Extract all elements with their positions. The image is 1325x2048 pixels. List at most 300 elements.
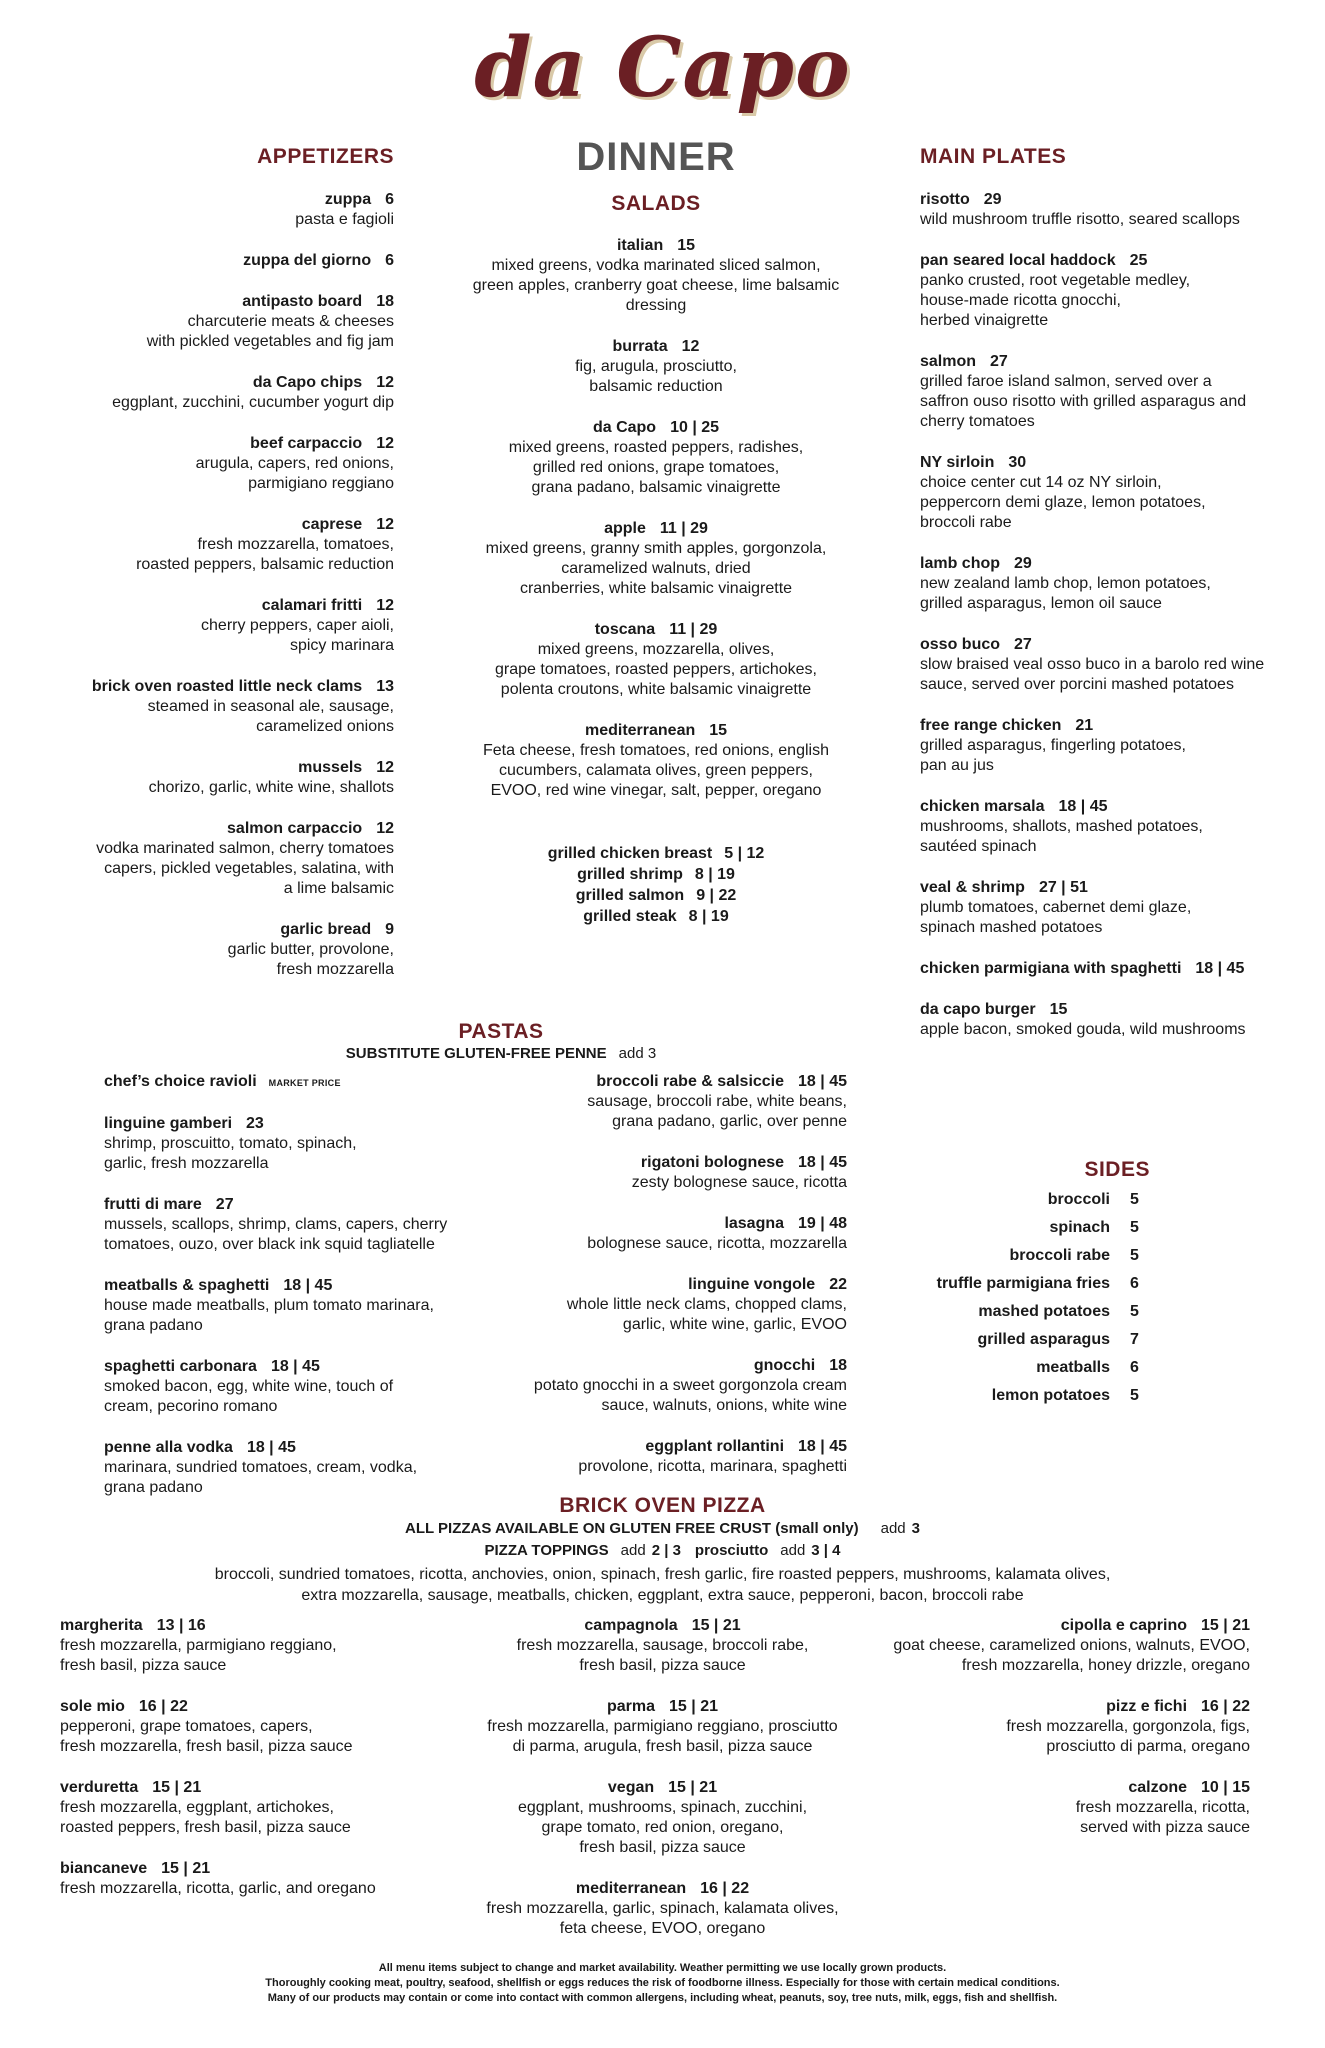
menu-item-header [14, 920, 394, 940]
menu-item [60, 1859, 460, 1899]
item-description: house made meatballs, plum tomato marinara, grana padano [104, 1297, 434, 1334]
item-name: parma [607, 1698, 656, 1715]
appetizers-heading: APPETIZERS [257, 145, 394, 168]
item-name: calamari fritti [261, 597, 363, 614]
menu-item [467, 1356, 847, 1416]
item-description: bolognese sauce, ricotta, mozzarella [587, 1235, 847, 1252]
menu-item-header [920, 878, 1320, 898]
item-name: pan seared local haddock [920, 252, 1116, 269]
main-plates-heading: MAIN PLATES [920, 145, 1067, 168]
item-price: 15 [709, 722, 728, 739]
menu-item [467, 1275, 847, 1335]
item-name: chef’s choice ravioli [104, 1073, 257, 1090]
menu-item-header [14, 758, 394, 778]
toppings-label: PIZZA TOPPINGS [484, 1542, 609, 1559]
menu-item [104, 1195, 484, 1255]
menu-item [14, 190, 394, 230]
side-name: broccoli [1047, 1191, 1110, 1208]
addon-name: grilled chicken breast [547, 845, 713, 862]
item-name: caprese [301, 516, 363, 533]
item-description: Feta cheese, fresh tomatoes, red onions, english cucumbers, calamata olives, green peppers, EVOO, red wine vinegar, salt, pepper, oregano [483, 742, 829, 799]
gluten-free-penne-note [0, 1045, 1002, 1062]
pizza-toppings-line [0, 1542, 1325, 1559]
item-name: salmon carpaccio [227, 820, 363, 837]
menu-item-header [14, 251, 394, 271]
menu-item [60, 1778, 460, 1838]
menu-item-header [440, 236, 872, 256]
menu-item [467, 1072, 847, 1132]
menu-item [920, 959, 1320, 979]
item-name: antipasto board [242, 293, 363, 310]
menu-item [440, 519, 872, 599]
menu-item-header [467, 1072, 847, 1092]
menu-item [440, 721, 872, 801]
menu-item-header [440, 620, 872, 640]
item-name: verduretta [60, 1779, 139, 1796]
pastas-right-list [467, 1072, 847, 1498]
item-name: linguine gamberi [104, 1115, 233, 1132]
menu-item [467, 1437, 847, 1477]
menu-item-header [104, 1072, 484, 1093]
item-price: 16 | 22 [1201, 1698, 1250, 1715]
item-description: fresh mozzarella, parmigiano reggiano, prosciutto di parma, arugula, fresh basil, pizza sauce [487, 1718, 838, 1755]
dinner-heading: DINNER [576, 135, 736, 179]
menu-item-header [14, 190, 394, 210]
menu-item [920, 716, 1320, 776]
addon-name: grilled shrimp [577, 866, 683, 883]
menu-item [104, 1357, 484, 1417]
item-price: 27 | 51 [1038, 879, 1088, 896]
item-name: toscana [594, 621, 656, 638]
item-name: gnocchi [753, 1357, 816, 1374]
item-name: da Capo chips [252, 374, 363, 391]
item-name: zuppa [324, 191, 372, 208]
item-name: da capo burger [920, 1001, 1036, 1018]
menu-item [14, 373, 394, 413]
market-price: MARKET PRICE [268, 1078, 341, 1088]
salad-addon [440, 864, 872, 885]
side-item [830, 1326, 1150, 1354]
item-price: 15 | 21 [1201, 1617, 1250, 1634]
side-item [830, 1382, 1150, 1410]
salads-heading: SALADS [611, 192, 701, 215]
item-description: fresh mozzarella, ricotta, garlic, and oregano [60, 1880, 376, 1897]
side-price: 6 [1130, 1275, 1139, 1292]
item-name: rigatoni bolognese [640, 1154, 785, 1171]
item-description: fresh mozzarella, sausage, broccoli rabe, fresh basil, pizza sauce [516, 1637, 809, 1674]
menu-item-header [920, 959, 1320, 979]
item-price: 11 | 29 [669, 621, 718, 638]
side-item [830, 1354, 1150, 1382]
menu-item-header [14, 819, 394, 839]
item-description: mixed greens, roasted peppers, radishes, grilled red onions, grape tomatoes, grana padano, balsamic vinaigrette [508, 439, 804, 496]
item-description: pasta e fagioli [295, 211, 394, 228]
item-description: choice center cut 14 oz NY sirloin, peppercorn demi glaze, lemon potatoes, broccoli rabe [920, 474, 1206, 531]
item-name: campagnola [584, 1617, 678, 1634]
item-price: 18 | 45 [246, 1439, 296, 1456]
item-name: chicken parmigiana with spaghetti [920, 960, 1182, 977]
menu-item [104, 1276, 484, 1336]
menu-item [440, 418, 872, 498]
menu-item-header [467, 1437, 847, 1457]
menu-item [14, 251, 394, 271]
gluten-free-label: ALL PIZZAS AVAILABLE ON GLUTEN FREE CRUST (small only) [404, 1520, 859, 1537]
menu-item [920, 251, 1320, 331]
menu-item-header [920, 251, 1320, 271]
side-price: 5 [1130, 1219, 1139, 1236]
menu-item [920, 352, 1320, 432]
menu-item-header [830, 1616, 1250, 1636]
side-price: 6 [1130, 1359, 1139, 1376]
item-description: mushrooms, shallots, mashed potatoes, sautéed spinach [920, 818, 1203, 855]
sides-list [830, 1186, 1150, 1410]
side-item [830, 1186, 1150, 1214]
menu-item [920, 190, 1320, 230]
item-price: 18 | 45 [270, 1358, 320, 1375]
side-price: 5 [1130, 1303, 1139, 1320]
menu-item [920, 453, 1320, 533]
item-name: penne alla vodka [104, 1439, 233, 1456]
menu-item [14, 292, 394, 352]
item-description: fresh mozzarella, parmigiano reggiano, fresh basil, pizza sauce [60, 1637, 337, 1674]
item-price: 18 | 45 [798, 1438, 847, 1455]
item-description: shrimp, proscuitto, tomato, spinach, garlic, fresh mozzarella [104, 1135, 357, 1172]
item-description: whole little neck clams, chopped clams, garlic, white wine, garlic, EVOO [566, 1296, 847, 1333]
item-description: eggplant, mushrooms, spinach, zucchini, grape tomato, red onion, oregano, fresh basil, pizza sauce [517, 1799, 808, 1856]
item-price: 13 [376, 678, 394, 695]
item-price: 21 [1075, 717, 1094, 734]
addon-name: grilled salmon [575, 887, 685, 904]
side-name: broccoli rabe [1009, 1247, 1110, 1264]
side-name: spinach [1049, 1219, 1110, 1236]
menu-item-header [14, 596, 394, 616]
pizza-left-list [60, 1616, 460, 1920]
item-name: mussels [298, 759, 363, 776]
menu-item-header [445, 1879, 880, 1899]
item-price: 19 | 48 [798, 1215, 847, 1232]
item-price: 10 | 15 [1201, 1779, 1250, 1796]
item-description: mussels, scallops, shrimp, clams, capers, cherry tomatoes, ouzo, over black ink squid tagliatelle [104, 1216, 448, 1253]
item-name: free range chicken [920, 717, 1062, 734]
menu-item-header [14, 515, 394, 535]
item-name: mediterranean [575, 1880, 687, 1897]
item-price: 15 | 21 [161, 1860, 211, 1877]
menu-item [104, 1114, 484, 1174]
item-name: NY sirloin [920, 454, 995, 471]
menu-item-header [920, 797, 1320, 817]
menu-item-header [14, 292, 394, 312]
menu-item-header [467, 1275, 847, 1295]
menu-item [467, 1153, 847, 1193]
salad-addon [440, 885, 872, 906]
menu-item-header [60, 1778, 460, 1798]
menu-item-header [467, 1153, 847, 1173]
item-description: panko crusted, root vegetable medley, house-made ricotta gnocchi, herbed vinaigrette [920, 272, 1191, 329]
item-description: smoked bacon, egg, white wine, touch of cream, pecorino romano [104, 1378, 394, 1415]
pastas-heading: PASTAS [458, 1020, 544, 1043]
item-description: fresh mozzarella, gorgonzola, figs, prosciutto di parma, oregano [1006, 1718, 1250, 1755]
item-name: biancaneve [60, 1860, 148, 1877]
item-description: steamed in seasonal ale, sausage, caramelized onions [147, 698, 394, 735]
item-name: mediterranean [584, 722, 696, 739]
item-description: mixed greens, granny smith apples, gorgonzola, caramelized walnuts, dried cranberries, white balsamic vinaigrette [485, 540, 827, 597]
appetizers-list [14, 190, 394, 1001]
menu-item-header [920, 352, 1320, 372]
menu-item [14, 920, 394, 980]
menu-item-header [104, 1276, 484, 1296]
addon-price: 8 | 19 [694, 866, 735, 883]
menu-item [920, 797, 1320, 857]
item-price: 12 [376, 374, 394, 391]
side-item [830, 1242, 1150, 1270]
sides-heading: SIDES [1084, 1158, 1150, 1181]
side-name: mashed potatoes [978, 1303, 1110, 1320]
item-description: mixed greens, vodka marinated sliced salmon, green apples, cranberry goat cheese, lime balsamic dressing [472, 257, 840, 314]
pizza-right-list [830, 1616, 1250, 1859]
menu-item-header [445, 1697, 880, 1717]
menu-item [920, 635, 1320, 695]
side-price: 5 [1130, 1191, 1139, 1208]
toppings-price: 2 | 3 [651, 1542, 681, 1559]
menu-item-header [920, 716, 1320, 736]
menu-item-header [920, 1000, 1320, 1020]
item-description: eggplant, zucchini, cucumber yogurt dip [112, 394, 394, 411]
menu-item-header [920, 635, 1320, 655]
menu-item [14, 819, 394, 899]
footer-line-1: All menu items subject to change and market availability. Weather permitting we use locally grown products. [378, 1962, 947, 1974]
item-name: italian [616, 237, 664, 254]
item-description: plumb tomatoes, cabernet demi glaze, spinach mashed potatoes [920, 899, 1192, 936]
item-price: 12 [376, 435, 394, 452]
item-price: 15 | 21 [691, 1617, 741, 1634]
item-description: new zealand lamb chop, lemon potatoes, grilled asparagus, lemon oil sauce [920, 575, 1211, 612]
item-name: cipolla e caprino [1060, 1617, 1188, 1634]
side-item [830, 1214, 1150, 1242]
item-price: 16 | 22 [138, 1698, 188, 1715]
item-name: osso buco [920, 636, 1001, 653]
menu-item [60, 1697, 460, 1757]
item-description: potato gnocchi in a sweet gorgonzola cream sauce, walnuts, onions, white wine [533, 1377, 847, 1414]
item-price: 29 [983, 191, 1002, 208]
item-price: 15 | 21 [152, 1779, 202, 1796]
menu-item [104, 1438, 484, 1498]
item-price: 29 [1014, 555, 1032, 572]
item-name: eggplant rollantini [645, 1438, 785, 1455]
item-description: fresh mozzarella, eggplant, artichokes, roasted peppers, fresh basil, pizza sauce [60, 1799, 351, 1836]
item-description: garlic butter, provolone, fresh mozzarella [227, 941, 394, 978]
item-name: veal & shrimp [920, 879, 1025, 896]
menu-item [440, 620, 872, 700]
menu-item-header [14, 373, 394, 393]
side-name: lemon potatoes [991, 1387, 1110, 1404]
menu-item-header [104, 1114, 484, 1134]
menu-item [445, 1616, 880, 1676]
item-price: 30 [1008, 454, 1027, 471]
addon-price: 5 | 12 [724, 845, 765, 862]
footer-line-3: Many of our products may contain or come into contact with common allergens, including wheat, peanuts, soy, tree nuts, milk, eggs, fish and shellfish. [267, 1992, 1058, 2004]
item-description: fresh mozzarella, garlic, spinach, kalamata olives, feta cheese, EVOO, oregano [486, 1900, 839, 1937]
menu-item-header [830, 1697, 1250, 1717]
item-price: 6 [385, 252, 394, 269]
item-name: beef carpaccio [250, 435, 363, 452]
side-name: grilled asparagus [977, 1331, 1110, 1348]
salads-list [440, 236, 872, 822]
item-description: chorizo, garlic, white wine, shallots [148, 779, 394, 796]
item-price: 11 | 29 [659, 520, 708, 537]
toppings-add: add [620, 1542, 646, 1559]
item-price: 13 | 16 [156, 1617, 206, 1634]
item-name: lamb chop [920, 555, 1001, 572]
item-name: da Capo [592, 419, 657, 436]
main-plates-list [920, 190, 1320, 1061]
side-item [830, 1298, 1150, 1326]
menu-item [830, 1697, 1250, 1757]
menu-item [920, 554, 1320, 614]
item-name: sole mio [60, 1698, 125, 1715]
item-description: wild mushroom truffle risotto, seared scallops [920, 211, 1240, 228]
menu-item [104, 1072, 484, 1093]
item-price: 15 | 21 [669, 1698, 718, 1715]
menu-item-header [445, 1616, 880, 1636]
gluten-free-price: 3 [911, 1520, 920, 1537]
menu-item-header [14, 677, 394, 697]
menu-item [445, 1879, 880, 1939]
item-price: 27 [215, 1196, 234, 1213]
item-price: 18 | 45 [283, 1277, 333, 1294]
item-description: fresh mozzarella, tomatoes, roasted peppers, balsamic reduction [136, 536, 394, 573]
item-description: grilled asparagus, fingerling potatoes, pan au jus [920, 737, 1186, 774]
menu-item-header [14, 434, 394, 454]
substitute-add: add 3 [618, 1045, 657, 1062]
toppings-list: broccoli, sundried tomatoes, ricotta, anchovies, onion, spinach, fresh garlic, fire roasted peppers, mushrooms, kalamata olives, extra mozzarella, sausage, meatballs, chicken, eggplant, extra sauce, pepperoni, bacon, broccoli rabe [214, 1566, 1111, 1604]
item-name: garlic bread [280, 921, 372, 938]
item-description: apple bacon, smoked gouda, wild mushrooms [920, 1021, 1246, 1038]
menu-item-header [440, 721, 872, 741]
menu-item-header [104, 1438, 484, 1458]
item-description: provolone, ricotta, marinara, spaghetti [578, 1458, 847, 1475]
footer-disclaimer [0, 1961, 1325, 2006]
pizza-center-list [445, 1616, 880, 1960]
salad-addon [440, 843, 872, 864]
item-price: 18 | 45 [1058, 798, 1108, 815]
menu-item [60, 1616, 460, 1676]
side-price: 5 [1130, 1387, 1139, 1404]
menu-item [830, 1616, 1250, 1676]
item-name: chicken marsala [920, 798, 1045, 815]
item-name: margherita [60, 1617, 143, 1634]
item-description: fresh mozzarella, ricotta, served with pizza sauce [1075, 1799, 1250, 1836]
item-price: 18 | 45 [798, 1073, 847, 1090]
menu-item-header [104, 1357, 484, 1377]
menu-item [14, 758, 394, 798]
item-name: frutti di mare [104, 1196, 202, 1213]
addon-price: 9 | 22 [696, 887, 737, 904]
addon-name: grilled steak [583, 908, 677, 925]
prosciutto-add: add [780, 1542, 806, 1559]
menu-item-header [440, 519, 872, 539]
pastas-left-list [104, 1072, 484, 1519]
item-price: 18 | 45 [798, 1154, 847, 1171]
menu-item-header [830, 1778, 1250, 1798]
menu-item [920, 878, 1320, 938]
item-price: 12 [681, 338, 700, 355]
item-price: 15 [1049, 1001, 1068, 1018]
item-price: 9 [385, 921, 394, 938]
item-description: zesty bolognese sauce, ricotta [631, 1174, 847, 1191]
item-name: calzone [1128, 1779, 1188, 1796]
item-price: 27 [1014, 636, 1032, 653]
side-name: truffle parmigiana fries [936, 1275, 1110, 1292]
salad-addons [440, 843, 872, 927]
menu-item-header [920, 554, 1320, 574]
item-description: grilled faroe island salmon, served over a saffron ouso risotto with grilled asparagus and cherry tomatoes [920, 373, 1247, 430]
menu-item [14, 515, 394, 575]
salad-addon [440, 906, 872, 927]
item-description: pepperoni, grape tomatoes, capers, fresh mozzarella, fresh basil, pizza sauce [60, 1718, 353, 1755]
menu-item-header [920, 453, 1320, 473]
menu-item-header [467, 1356, 847, 1376]
menu-item [14, 596, 394, 656]
item-name: risotto [920, 191, 970, 208]
menu-item [440, 236, 872, 316]
item-description: arugula, capers, red onions, parmigiano reggiano [195, 455, 394, 492]
footer-line-2: Thoroughly cooking meat, poultry, seafood, shellfish or eggs reduces the risk of foodborne illness. Especially for those with certain medical conditions. [265, 1977, 1060, 1989]
gluten-free-add: add [880, 1520, 906, 1537]
item-price: 6 [385, 191, 394, 208]
menu-item-header [440, 418, 872, 438]
item-price: 12 [376, 759, 394, 776]
menu-item [445, 1697, 880, 1757]
item-price: 16 | 22 [700, 1880, 750, 1897]
item-description: marinara, sundried tomatoes, cream, vodka, grana padano [104, 1459, 418, 1496]
addon-price: 8 | 19 [688, 908, 729, 925]
prosciutto-price: 3 | 4 [811, 1542, 841, 1559]
item-price: 27 [990, 353, 1008, 370]
gluten-free-crust-note [0, 1520, 1325, 1537]
item-price: 22 [829, 1276, 847, 1293]
item-description: charcuterie meats & cheeses with pickled vegetables and fig jam [146, 313, 394, 350]
item-description: sausage, broccoli rabe, white beans, grana padano, garlic, over penne [587, 1093, 847, 1130]
menu-item-header [440, 337, 872, 357]
item-name: meatballs & spaghetti [104, 1277, 270, 1294]
item-price: 12 [376, 597, 394, 614]
menu-item [14, 434, 394, 494]
item-description: slow braised veal osso buco in a barolo red wine sauce, served over porcini mashed potatoes [920, 656, 1265, 693]
item-name: broccoli rabe & salsiccie [596, 1073, 785, 1090]
item-name: brick oven roasted little neck clams [91, 678, 363, 695]
item-name: pizz e fichi [1106, 1698, 1188, 1715]
menu-item [830, 1778, 1250, 1838]
item-description: cherry peppers, caper aioli, spicy marinara [201, 617, 394, 654]
item-name: zuppa del giorno [243, 252, 372, 269]
item-description: fig, arugula, prosciutto, balsamic reduction [575, 358, 737, 395]
menu-item [445, 1778, 880, 1858]
menu-item-header [60, 1616, 460, 1636]
pizza-heading: BRICK OVEN PIZZA [559, 1494, 766, 1517]
item-price: 25 [1129, 252, 1148, 269]
menu-item [440, 337, 872, 397]
item-name: lasagna [724, 1215, 785, 1232]
item-description: goat cheese, caramelized onions, walnuts, EVOO, fresh mozzarella, honey drizzle, oregano [893, 1637, 1250, 1674]
side-name: meatballs [1036, 1359, 1110, 1376]
item-description: vodka marinated salmon, cherry tomatoes capers, pickled vegetables, salatina, with a lime balsamic [96, 840, 394, 897]
item-price: 18 [376, 293, 394, 310]
menu-item-header [445, 1778, 880, 1798]
menu-item-header [920, 190, 1320, 210]
item-name: linguine vongole [688, 1276, 816, 1293]
item-price: 12 [376, 516, 394, 533]
side-price: 7 [1130, 1331, 1139, 1348]
